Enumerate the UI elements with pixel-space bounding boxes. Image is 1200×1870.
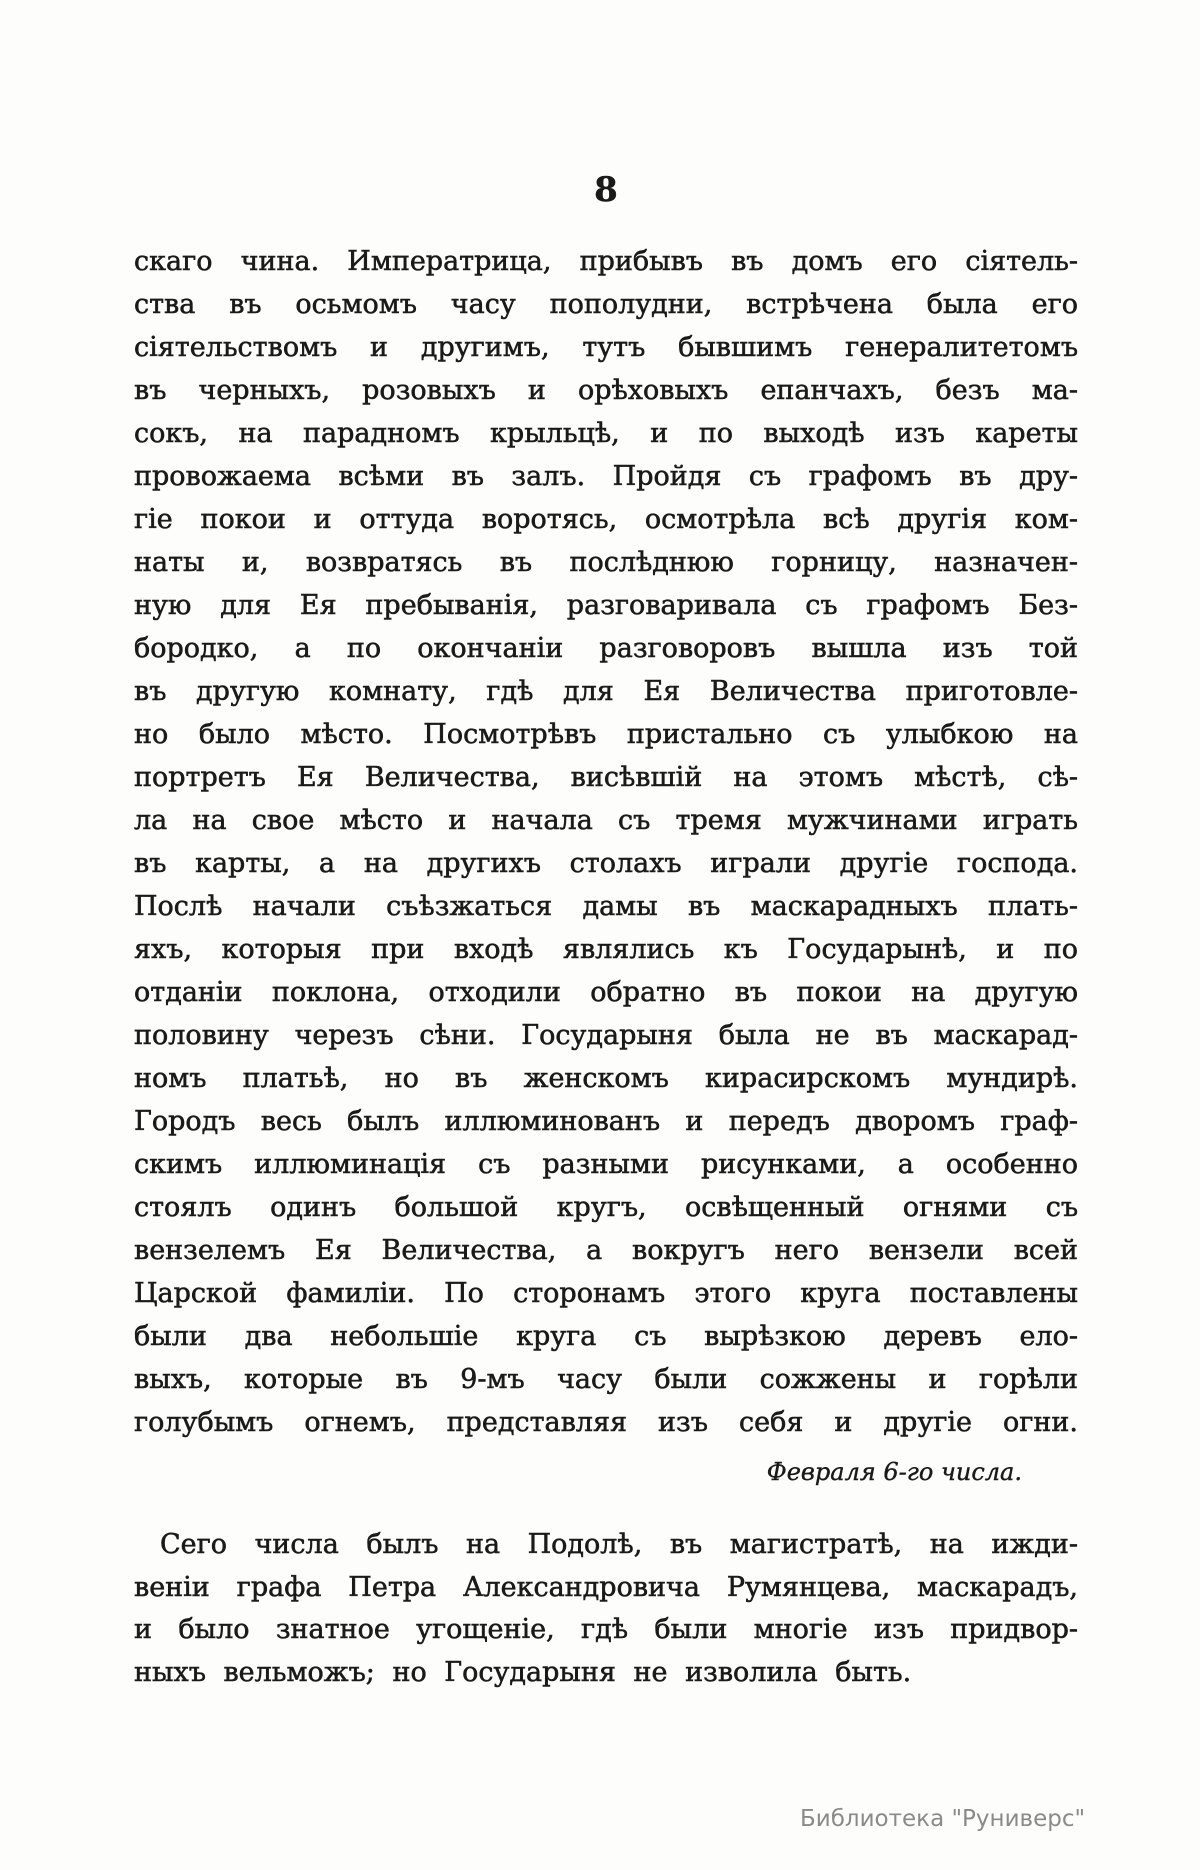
text-line: въ карты, а на другихъ столахъ играли другіе господа. xyxy=(134,848,1078,879)
text-line: голубымъ огнемъ, представляя изъ себя и другіе огни. xyxy=(134,1407,1078,1438)
text-line: Сего числа былъ на Подолѣ, въ магистратѣ, на ижди- xyxy=(160,1529,1078,1560)
text-line: номъ платьѣ, но въ женскомъ кирасирскомъ мундирѣ. xyxy=(134,1063,1078,1094)
library-watermark: Библиотека "Руниверс" xyxy=(800,1806,1086,1832)
text-line: но было мѣсто. Посмотрѣвъ пристально съ улыбкою на xyxy=(134,719,1078,750)
text-line: вензелемъ Ея Величества, а вокругъ него вензели всей xyxy=(134,1235,1078,1266)
text-line: въ черныхъ, розовыхъ и орѣховыхъ епанчахъ, безъ ма- xyxy=(134,375,1078,406)
page-number: 8 xyxy=(594,170,618,210)
text-line: ныхъ вельможъ; но Государыня не изволила быть. xyxy=(134,1656,912,1688)
text-line: скаго чина. Императрица, прибывъ въ домъ его сіятель- xyxy=(134,246,1078,277)
main-paragraph xyxy=(134,240,1078,1444)
date-heading: Февраля 6-го числа. xyxy=(766,1458,1022,1486)
text-line: ную для Ея пребыванія, разговаривала съ графомъ Без- xyxy=(134,590,1078,621)
text-line: портретъ Ея Величества, висѣвшій на этомъ мѣстѣ, сѣ- xyxy=(134,762,1078,793)
text-line: ла на свое мѣсто и начала съ тремя мужчинами играть xyxy=(134,805,1078,836)
text-line: стоялъ одинъ большой кругъ, освѣщенный огнями съ xyxy=(134,1192,1078,1223)
text-line: отданіи поклона, отходили обратно въ покои на другую xyxy=(134,977,1078,1008)
text-line: веніи графа Петра Александровича Румянцева, маскарадъ, xyxy=(134,1571,1078,1603)
text-line: сокъ, на парадномъ крыльцѣ, и по выходѣ изъ кареты xyxy=(134,418,1078,449)
text-line: половину черезъ сѣни. Государыня была не въ маскарад- xyxy=(134,1020,1078,1051)
text-line: яхъ, которыя при входѣ являлись къ Государынѣ, и по xyxy=(134,934,1078,965)
text-line: и было знатное угощеніе, гдѣ были многіе изъ придвор- xyxy=(134,1614,1078,1645)
text-line: скимъ иллюминація съ разными рисунками, а особенно xyxy=(134,1149,1078,1180)
text-line: бородко, а по окончаніи разговоровъ вышла изъ той xyxy=(134,633,1078,664)
text-line: сіятельствомъ и другимъ, тутъ бывшимъ генералитетомъ xyxy=(134,332,1078,363)
text-line: провожаема всѣми въ залъ. Пройдя съ графомъ въ дру- xyxy=(134,461,1078,492)
text-line: выхъ, которые въ 9-мъ часу были сожжены и горѣли xyxy=(134,1364,1078,1395)
second-paragraph xyxy=(134,1524,1078,1694)
text-line: наты и, возвратясь въ послѣднюю горницу, назначен- xyxy=(134,547,1078,578)
text-line: въ другую комнату, гдѣ для Ея Величества приготовле- xyxy=(134,676,1078,707)
text-line: Царской фамиліи. По сторонамъ этого круга поставлены xyxy=(134,1278,1078,1309)
text-line: гіе покои и оттуда воротясь, осмотрѣла всѣ другія ком- xyxy=(134,504,1078,535)
text-line: были два небольшіе круга съ вырѣзкою деревъ ело- xyxy=(134,1321,1078,1352)
text-line: Послѣ начали съѣзжаться дамы въ маскарадныхъ плать- xyxy=(134,891,1078,922)
text-line: Городъ весь былъ иллюминованъ и передъ дворомъ граф- xyxy=(134,1106,1078,1137)
text-line: ства въ осьмомъ часу пополудни, встрѣчена была его xyxy=(134,289,1078,320)
